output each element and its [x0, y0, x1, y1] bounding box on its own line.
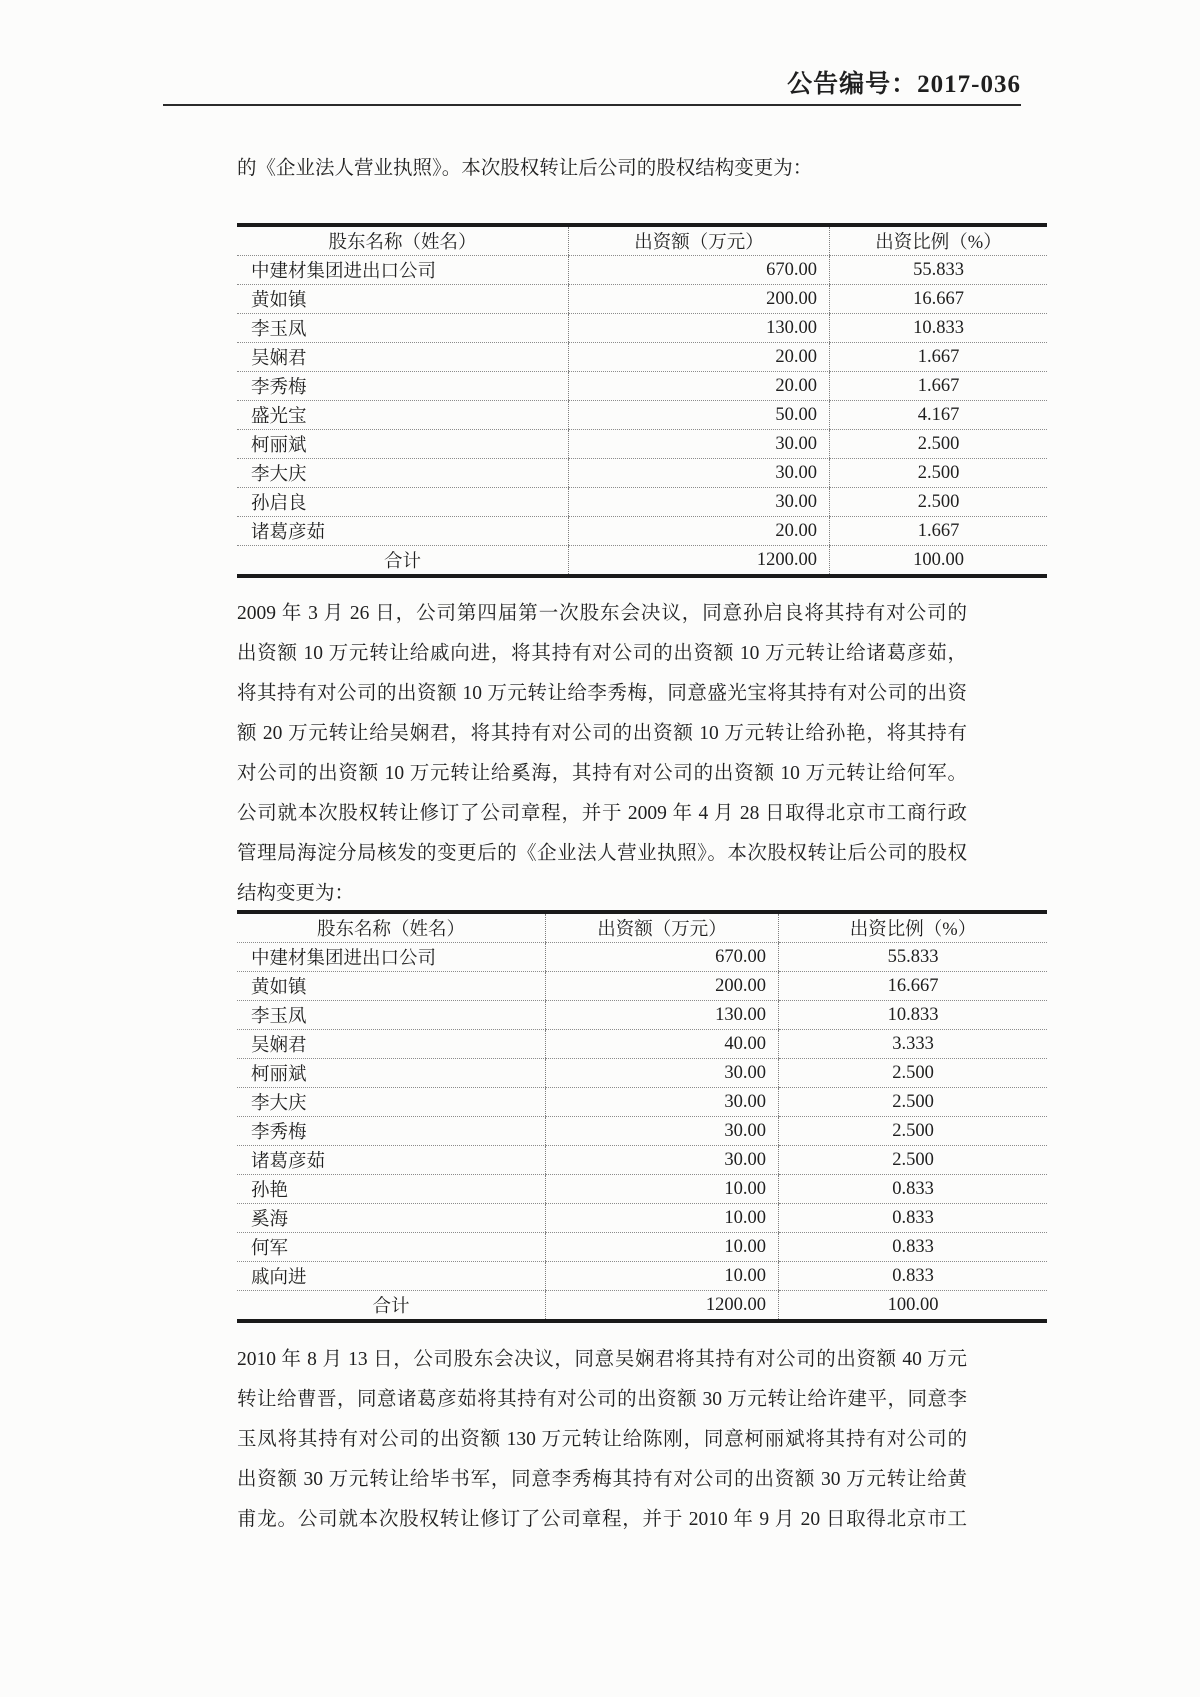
capital-amount-cell: 200.00	[546, 972, 779, 1001]
shareholder-name-cell: 黄如镇	[237, 972, 546, 1001]
capital-amount-cell: 30.00	[546, 1059, 779, 1088]
shareholder-name-cell: 孙启良	[237, 488, 569, 517]
capital-ratio-cell: 4.167	[830, 401, 1048, 430]
column-header: 股东名称（姓名）	[237, 912, 546, 943]
capital-amount-cell: 30.00	[569, 488, 830, 517]
capital-ratio-cell: 2.500	[779, 1146, 1048, 1175]
paragraph-line: 出资额 10 万元转让给戚向进，将其持有对公司的出资额 10 万元转让给诸葛彦茹，	[237, 643, 967, 664]
column-header: 出资额（万元）	[569, 225, 830, 256]
capital-ratio-cell: 1.667	[830, 517, 1048, 546]
shareholder-name-cell: 李大庆	[237, 459, 569, 488]
table-row	[237, 401, 1047, 430]
capital-amount-cell: 10.00	[546, 1262, 779, 1291]
shareholder-name-cell: 柯丽斌	[237, 1059, 546, 1088]
shareholder-name-cell: 吴娴君	[237, 343, 569, 372]
capital-ratio-cell: 0.833	[779, 1204, 1048, 1233]
capital-amount-cell: 40.00	[546, 1030, 779, 1059]
capital-amount-cell: 10.00	[546, 1175, 779, 1204]
capital-ratio-cell: 2.500	[830, 430, 1048, 459]
paragraph-line: 甫龙。公司就本次股权转让修订了公司章程，并于 2010 年 9 月 20 日取得北京市工	[237, 1509, 967, 1530]
paragraph-line: 2010 年 8 月 13 日，公司股东会决议，同意吴娴君将其持有对公司的出资额 40 万元	[237, 1349, 967, 1370]
capital-ratio-cell: 2.500	[779, 1088, 1048, 1117]
paragraph-line: 对公司的出资额 10 万元转让给奚海，其持有对公司的出资额 10 万元转让给何军。	[237, 763, 967, 784]
capital-ratio-cell: 2.500	[830, 488, 1048, 517]
capital-ratio-cell: 10.833	[830, 314, 1048, 343]
header-rule	[163, 104, 1021, 106]
table-row	[237, 1059, 1047, 1088]
capital-amount-cell: 130.00	[546, 1001, 779, 1030]
paragraph-line: 玉凤将其持有对公司的出资额 130 万元转让给陈刚，同意柯丽斌将其持有对公司的	[237, 1429, 967, 1450]
paragraph-line: 2009 年 3 月 26 日，公司第四届第一次股东会决议，同意孙启良将其持有对公司的	[237, 603, 967, 624]
capital-ratio-cell: 16.667	[779, 972, 1048, 1001]
shareholder-name-cell: 中建材集团进出口公司	[237, 943, 546, 972]
capital-ratio-cell: 16.667	[830, 285, 1048, 314]
capital-amount-cell: 130.00	[569, 314, 830, 343]
table-row	[237, 1262, 1047, 1291]
announcement-number: 公告编号：2017-036	[787, 71, 1021, 98]
shareholder-name-cell: 李玉凤	[237, 314, 569, 343]
capital-amount-cell: 10.00	[546, 1204, 779, 1233]
capital-ratio-cell: 10.833	[779, 1001, 1048, 1030]
table-row	[237, 1088, 1047, 1117]
capital-amount-cell: 10.00	[546, 1233, 779, 1262]
table-row	[237, 972, 1047, 1001]
table-row	[237, 430, 1047, 459]
capital-amount-cell: 1200.00	[569, 546, 830, 577]
shareholder-name-cell: 李玉凤	[237, 1001, 546, 1030]
capital-amount-cell: 670.00	[569, 256, 830, 285]
column-header: 股东名称（姓名）	[237, 225, 569, 256]
table-row	[237, 1233, 1047, 1262]
column-header: 出资比例（%）	[779, 912, 1048, 943]
paragraph-line: 将其持有对公司的出资额 10 万元转让给李秀梅，同意盛光宝将其持有对公司的出资	[237, 683, 967, 704]
paragraph-2009-transfer	[237, 594, 967, 914]
shareholder-name-cell: 柯丽斌	[237, 430, 569, 459]
capital-ratio-cell: 2.500	[779, 1117, 1048, 1146]
paragraph-line: 公司就本次股权转让修订了公司章程，并于 2009 年 4 月 28 日取得北京市工商行政	[237, 803, 967, 824]
table-row	[237, 314, 1047, 343]
shareholder-name-cell: 戚向进	[237, 1262, 546, 1291]
table-row	[237, 488, 1047, 517]
paragraph-line: 额 20 万元转让给吴娴君，将其持有对公司的出资额 10 万元转让给孙艳，将其持有	[237, 723, 967, 744]
table-header-row	[237, 225, 1047, 256]
paragraph-line: 管理局海淀分局核发的变更后的《企业法人营业执照》。本次股权转让后公司的股权	[237, 843, 967, 864]
capital-amount-cell: 200.00	[569, 285, 830, 314]
table-row	[237, 343, 1047, 372]
capital-ratio-cell: 0.833	[779, 1262, 1048, 1291]
shareholder-name-cell: 李大庆	[237, 1088, 546, 1117]
equity-table-first	[237, 223, 1047, 578]
shareholder-name-cell: 中建材集团进出口公司	[237, 256, 569, 285]
capital-amount-cell: 20.00	[569, 372, 830, 401]
intro-paragraph: 的《企业法人营业执照》。本次股权转让后公司的股权结构变更为：	[237, 158, 813, 179]
paragraph-line: 出资额 30 万元转让给毕书军，同意李秀梅其持有对公司的出资额 30 万元转让给黄	[237, 1469, 967, 1490]
capital-ratio-cell: 55.833	[779, 943, 1048, 972]
capital-ratio-cell: 55.833	[830, 256, 1048, 285]
capital-amount-cell: 1200.00	[546, 1291, 779, 1322]
equity-table-second	[237, 910, 1047, 1323]
capital-ratio-cell: 0.833	[779, 1175, 1048, 1204]
capital-amount-cell: 670.00	[546, 943, 779, 972]
shareholder-name-cell: 何军	[237, 1233, 546, 1262]
capital-amount-cell: 20.00	[569, 517, 830, 546]
total-label-cell: 合计	[383, 552, 421, 572]
table-row	[237, 459, 1047, 488]
capital-amount-cell: 30.00	[569, 430, 830, 459]
table-row	[237, 517, 1047, 546]
table-total-row	[237, 1291, 1047, 1322]
shareholder-name-cell: 黄如镇	[237, 285, 569, 314]
capital-amount-cell: 30.00	[546, 1117, 779, 1146]
capital-ratio-cell: 100.00	[830, 546, 1048, 577]
paragraph-2010-transfer	[237, 1340, 967, 1540]
capital-ratio-cell: 3.333	[779, 1030, 1048, 1059]
capital-ratio-cell: 1.667	[830, 343, 1048, 372]
table-row	[237, 256, 1047, 285]
shareholder-name-cell: 奚海	[237, 1204, 546, 1233]
shareholder-name-cell: 诸葛彦茹	[237, 1146, 546, 1175]
table-row	[237, 1117, 1047, 1146]
capital-ratio-cell: 2.500	[779, 1059, 1048, 1088]
capital-amount-cell: 30.00	[546, 1146, 779, 1175]
table-row	[237, 1001, 1047, 1030]
column-header: 出资额（万元）	[546, 912, 779, 943]
shareholder-name-cell: 孙艳	[237, 1175, 546, 1204]
capital-ratio-cell: 2.500	[830, 459, 1048, 488]
capital-amount-cell: 50.00	[569, 401, 830, 430]
capital-ratio-cell: 1.667	[830, 372, 1048, 401]
capital-amount-cell: 20.00	[569, 343, 830, 372]
shareholder-name-cell: 李秀梅	[237, 372, 569, 401]
table-row	[237, 285, 1047, 314]
table-row	[237, 943, 1047, 972]
paragraph-line: 结构变更为：	[237, 883, 355, 904]
table-row	[237, 1175, 1047, 1204]
total-label-cell: 合计	[372, 1297, 410, 1317]
table-row	[237, 1204, 1047, 1233]
table-row	[237, 1030, 1047, 1059]
table-header-row	[237, 912, 1047, 943]
table-total-row	[237, 546, 1047, 577]
shareholder-name-cell: 李秀梅	[237, 1117, 546, 1146]
shareholder-name-cell: 盛光宝	[237, 401, 569, 430]
paragraph-line: 转让给曹晋，同意诸葛彦茹将其持有对公司的出资额 30 万元转让给许建平，同意李	[237, 1389, 967, 1410]
capital-amount-cell: 30.00	[546, 1088, 779, 1117]
table-row	[237, 372, 1047, 401]
capital-ratio-cell: 100.00	[779, 1291, 1048, 1322]
table-row	[237, 1146, 1047, 1175]
capital-amount-cell: 30.00	[569, 459, 830, 488]
capital-ratio-cell: 0.833	[779, 1233, 1048, 1262]
shareholder-name-cell: 诸葛彦茹	[237, 517, 569, 546]
shareholder-name-cell: 吴娴君	[237, 1030, 546, 1059]
column-header: 出资比例（%）	[830, 225, 1048, 256]
